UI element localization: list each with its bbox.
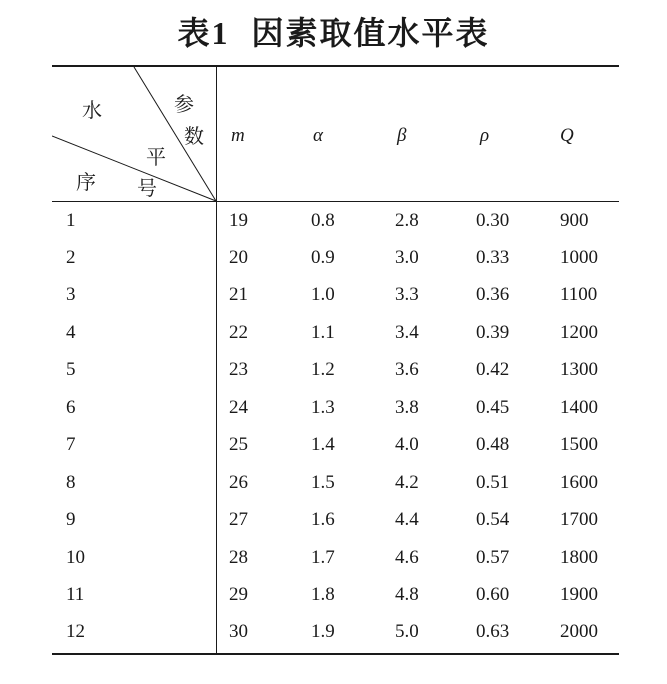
table-cell: 1.6 — [311, 509, 335, 530]
table-cell: 0.30 — [476, 210, 510, 231]
column-header-alpha: α — [313, 125, 323, 146]
table-cell: 1.3 — [311, 397, 335, 418]
corner-level-char-1: 水 — [82, 98, 102, 122]
row-index: 1 — [66, 210, 76, 231]
table-cell: 1700 — [560, 509, 598, 530]
table-cell: 1.5 — [311, 472, 335, 493]
table-cell: 0.57 — [476, 547, 510, 568]
row-index: 2 — [66, 247, 76, 268]
corner-param-char-1: 参 — [174, 92, 194, 116]
table-cell: 1600 — [560, 472, 598, 493]
table-cell: 2000 — [560, 621, 598, 642]
table-title — [0, 8, 667, 54]
table-cell: 20 — [229, 247, 248, 268]
table-cell: 0.63 — [476, 621, 510, 642]
table-cell: 4.6 — [395, 547, 419, 568]
table-cell: 0.48 — [476, 434, 510, 455]
table-cell: 29 — [229, 584, 248, 605]
row-index: 10 — [66, 547, 85, 568]
column-header-beta: β — [397, 125, 407, 146]
column-header-q: Q — [560, 125, 574, 146]
table-cell: 1.1 — [311, 322, 335, 343]
table-cell: 3.4 — [395, 322, 419, 343]
table-cell: 0.51 — [476, 472, 510, 493]
table-cell: 0.33 — [476, 247, 510, 268]
table-cell: 1800 — [560, 547, 598, 568]
row-index: 5 — [66, 359, 76, 380]
table-cell: 1.2 — [311, 359, 335, 380]
table-cell: 0.39 — [476, 322, 510, 343]
row-index: 4 — [66, 322, 76, 343]
table-cell: 24 — [229, 397, 248, 418]
table-cell: 3.6 — [395, 359, 419, 380]
table-cell: 1.0 — [311, 284, 335, 305]
table-cell: 4.2 — [395, 472, 419, 493]
table-cell: 28 — [229, 547, 248, 568]
row-index: 8 — [66, 472, 76, 493]
table-number: 表1 — [177, 15, 230, 51]
table-cell: 1500 — [560, 434, 598, 455]
row-index: 6 — [66, 397, 76, 418]
row-index: 11 — [66, 584, 85, 605]
table-cell: 27 — [229, 509, 248, 530]
table-cell: 30 — [229, 621, 248, 642]
corner-index-char-2: 号 — [137, 176, 157, 200]
table-cell: 0.9 — [311, 247, 335, 268]
table-cell: 2.8 — [395, 210, 419, 231]
table-cell: 5.0 — [395, 621, 419, 642]
row-index: 7 — [66, 434, 76, 455]
table-cell: 1900 — [560, 584, 598, 605]
row-index: 9 — [66, 509, 76, 530]
table-cell: 0.45 — [476, 397, 510, 418]
table-cell: 3.3 — [395, 284, 419, 305]
corner-index-char-1: 序 — [76, 170, 96, 194]
corner-level-char-2: 平 — [146, 145, 166, 169]
table-cell: 19 — [229, 210, 248, 231]
table-cell: 0.42 — [476, 359, 510, 380]
table-cell: 1400 — [560, 397, 598, 418]
table-cell: 1300 — [560, 359, 598, 380]
table-cell: 26 — [229, 472, 248, 493]
column-header-m: m — [231, 125, 245, 146]
bottom-rule — [52, 653, 619, 655]
table-cell: 0.54 — [476, 509, 510, 530]
table-cell: 0.8 — [311, 210, 335, 231]
table-cell: 25 — [229, 434, 248, 455]
table-title-text: 因素取值水平表 — [251, 14, 490, 52]
table-cell: 4.4 — [395, 509, 419, 530]
table-cell: 3.8 — [395, 397, 419, 418]
table-cell: 22 — [229, 322, 248, 343]
table-cell: 1100 — [560, 284, 598, 305]
table-cell: 0.60 — [476, 584, 510, 605]
table-cell: 23 — [229, 359, 248, 380]
corner-param-char-2: 数 — [184, 124, 204, 148]
row-index: 12 — [66, 621, 85, 642]
table-cell: 900 — [560, 210, 589, 231]
table-cell: 21 — [229, 284, 248, 305]
table-cell: 1.8 — [311, 584, 335, 605]
table-cell: 3.0 — [395, 247, 419, 268]
column-header-rho: ρ — [480, 125, 490, 146]
table-cell: 1.4 — [311, 434, 335, 455]
table-cell: 4.0 — [395, 434, 419, 455]
table-cell: 4.8 — [395, 584, 419, 605]
table-cell: 1.9 — [311, 621, 335, 642]
row-index: 3 — [66, 284, 76, 305]
table-cell: 1.7 — [311, 547, 335, 568]
table-cell: 0.36 — [476, 284, 510, 305]
table-cell: 1200 — [560, 322, 598, 343]
table-cell: 1000 — [560, 247, 598, 268]
